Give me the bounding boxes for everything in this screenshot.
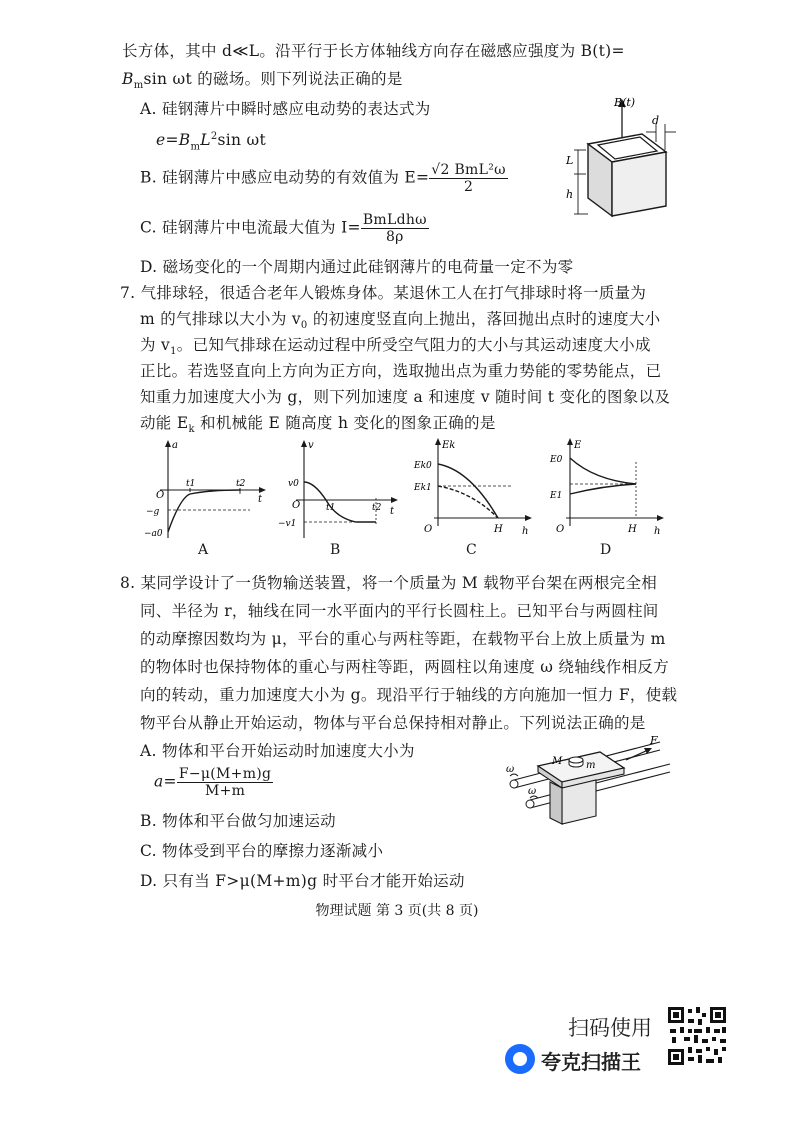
q7-graph-b	[276, 438, 406, 542]
q8-line5: 向的转动，重力加速度大小为 g。现沿平行于轴线的方向施加一恒力 F，使载	[140, 686, 678, 704]
caption-b: B	[330, 542, 341, 558]
q8-platform-figure	[500, 728, 680, 828]
q7-graph-a	[140, 438, 270, 542]
q7-graph-c	[410, 436, 540, 542]
axis-v: v	[308, 440, 314, 451]
q8-line6: 物平台从静止开始运动，物体与平台总保持相对静止。下列说法正确的是	[140, 714, 646, 732]
caption-a: A	[198, 542, 209, 558]
h-mark: H	[494, 524, 503, 535]
axis-h-d: h	[654, 526, 661, 537]
q6-option-c: C. 硅钢薄片中电流最大值为 I= $\frac{\text{BmLdhω}}{8\rho}$	[140, 212, 427, 245]
axis-a: a	[172, 440, 178, 451]
q7-graph-d	[542, 436, 672, 542]
scan-label: 扫码使用	[568, 1016, 652, 1040]
axis-t: t	[258, 494, 263, 505]
q8-option-b: B. 物体和平台做匀加速运动	[140, 812, 336, 830]
scanner-brand: 夸克扫描王	[541, 1050, 641, 1074]
axis-e: E	[574, 440, 582, 451]
q7-line3: 为 $v_1$。已知气排球在运动过程中所受空气阻力的大小与其运动速度大小成	[140, 336, 651, 358]
axis-h: h	[522, 526, 529, 537]
q7-line6: 动能 $E_k$ 和机械能 E 随高度 h 变化的图象正确的是	[140, 414, 496, 436]
t2-label: t2	[236, 479, 246, 489]
axis-t-b: t	[390, 506, 395, 517]
q8-option-a: A. 物体和平台开始运动时加速度大小为	[140, 742, 415, 760]
label-f: F	[650, 734, 658, 747]
origin-c: O	[424, 524, 433, 535]
origin-d: O	[556, 524, 565, 535]
neg-g-label: −g	[146, 507, 160, 517]
q6-option-a-formula: $e=B_mL^2\sin$ ωt	[156, 131, 267, 153]
qr-code-icon[interactable]	[666, 1005, 728, 1067]
t2-label-b: t2	[372, 503, 382, 513]
q6-option-d: D. 磁场变化的一个周期内通过此硅钢薄片的电荷量一定不为零	[140, 258, 574, 276]
quark-logo-icon	[505, 1044, 535, 1074]
q6-stem-line1: 长方体，其中 d≪L。沿平行于长方体轴线方向存在磁感应强度为 B(t)=	[122, 42, 625, 60]
q8-line3: 的动摩擦因数均为 μ，平台的重心与两柱等距，在载物平台上放上质量为 m	[140, 630, 666, 648]
q8-option-c: C. 物体受到平台的摩擦力逐渐减小	[140, 842, 384, 860]
q7-line1: 7. 气排球轻，很适合老年人锻炼身体。某退休工人在打气排球时将一质量为	[120, 284, 647, 302]
label-m-big: M	[552, 756, 563, 767]
neg-a0-label: −a0	[144, 529, 163, 539]
q7-line2: m 的气排球以大小为 $v_0$ 的初速度竖直向上抛出，落回抛出点时的速度大小	[140, 310, 661, 332]
origin: O	[156, 490, 165, 501]
label-h: h	[566, 188, 574, 201]
e0-label: E0	[550, 455, 563, 465]
ek1-label: Ek1	[414, 483, 432, 493]
q6-stem-line2: $B_m\sin$ ωt 的磁场。则下列说法正确的是	[122, 70, 403, 92]
q8-line2: 同、半径为 r，轴线在同一水平面内的平行长圆柱上。已知平台与两圆柱间	[140, 602, 659, 620]
axis-ek: Ek	[442, 440, 456, 451]
q8-line4: 的物体时也保持物体的重心与两柱等距，两圆柱以角速度 ω 绕轴线作相反方	[140, 658, 669, 676]
label-omega-1: ω	[506, 764, 515, 775]
e1-label: E1	[550, 491, 563, 501]
origin-b: O	[292, 500, 301, 511]
q7-line5: 知重力加速度大小为 g，则下列加速度 a 和速度 v 随时间 t 变化的图象以及	[140, 388, 671, 406]
q8-line1: 8. 某同学设计了一货物输送装置，将一个质量为 M 载物平台架在两根完全相	[120, 574, 658, 592]
label-omega-2: ω	[528, 786, 537, 797]
label-d: d	[652, 114, 660, 127]
page-footer: 物理试题 第 3 页(共 8 页)	[315, 903, 479, 919]
q7-line4: 正比。若选竖直向上方向为正方向，选取抛出点为重力势能的零势能点，已	[140, 362, 662, 380]
t1-label-b: t1	[326, 503, 336, 513]
q6-option-a: A. 硅钢薄片中瞬时感应电动势的表达式为	[140, 100, 431, 118]
q6-option-b: B. 硅钢薄片中感应电动势的有效值为 E= $\frac{\text{√2 BmL²ω}}{2}$	[140, 162, 506, 195]
label-l: L	[566, 154, 574, 167]
q8-option-d: D. 只有当 F>μ(M+m)g 时平台才能开始运动	[140, 872, 465, 890]
v0-label: v0	[288, 479, 299, 489]
label-m-small: m	[586, 760, 596, 771]
q6-box-figure	[556, 94, 688, 224]
t1-label: t1	[186, 479, 196, 489]
label-bt: B(t)	[614, 96, 636, 109]
caption-c: C	[466, 542, 477, 558]
ek0-label: Ek0	[414, 461, 432, 471]
neg-v1-label: −v1	[278, 519, 297, 529]
h-mark-d: H	[628, 524, 637, 535]
q8-option-a-formula: a= $\frac{F-\mu(M+m)g}{M+m}$	[154, 766, 272, 799]
caption-d: D	[600, 542, 612, 558]
